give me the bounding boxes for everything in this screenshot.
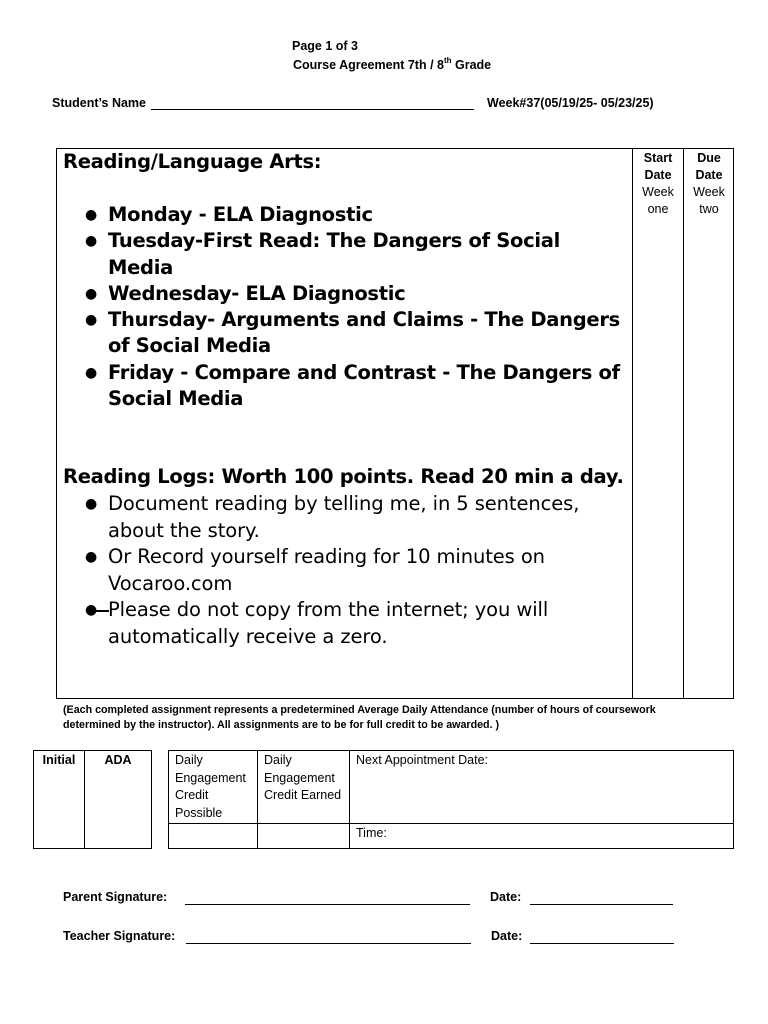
time-cell[interactable]: Time: bbox=[350, 824, 734, 849]
engagement-table bbox=[168, 750, 734, 849]
reading-section-title: Reading/Language Arts: bbox=[63, 150, 322, 173]
list-item: ● Tuesday-First Read: The Dangers of Social Media bbox=[63, 228, 623, 281]
student-name-label: Student’s Name bbox=[52, 96, 147, 110]
reading-logs-list bbox=[63, 491, 623, 650]
reading-schedule-list bbox=[63, 202, 623, 412]
week-range: Week#37(05/19/25- 05/23/25) bbox=[487, 96, 654, 110]
attendance-note: (Each completed assignment represents a predetermined Average Daily Attendance (number of hours of coursework determined by the instructor). All assignments are to be for full credit to be awarded. ) bbox=[63, 704, 656, 731]
list-item: ● Document reading by telling me, in 5 sentences, about the story. bbox=[63, 491, 623, 544]
parent-date-label: Date: bbox=[490, 890, 522, 904]
credit-possible-header: Daily Engagement Credit Possible bbox=[169, 751, 258, 824]
start-value: Week bbox=[642, 185, 674, 199]
list-item: ● Wednesday- ELA Diagnostic bbox=[63, 281, 623, 307]
start-date-column bbox=[633, 150, 683, 218]
parent-signature-label: Parent Signature: bbox=[63, 890, 168, 904]
column-divider bbox=[632, 148, 633, 699]
list-item: ● Please do not copy from the internet; you will automatically receive a zero. bbox=[63, 597, 623, 650]
title-text: Course Agreement 7th / 8 bbox=[293, 58, 444, 72]
due-value-num: two bbox=[699, 202, 719, 216]
parent-date-line[interactable] bbox=[530, 904, 673, 905]
parent-signature-line[interactable] bbox=[185, 904, 470, 905]
list-item: ● Friday - Compare and Contrast - The Dangers of Social Media bbox=[63, 360, 623, 413]
student-name-line bbox=[151, 109, 474, 110]
page-number: Page 1 of 3 bbox=[292, 39, 358, 53]
list-item: ● Monday - ELA Diagnostic bbox=[63, 202, 623, 228]
start-value-num: one bbox=[647, 202, 669, 216]
list-item: ● Or Record yourself reading for 10 minutes on Vocaroo.com bbox=[63, 544, 623, 597]
title-superscript: th bbox=[443, 56, 452, 65]
due-value: Week bbox=[693, 185, 725, 199]
credit-earned-header: Daily Engagement Credit Earned bbox=[258, 751, 350, 824]
start-label: Start bbox=[643, 151, 673, 165]
due-label: Due bbox=[697, 151, 721, 165]
credit-earned-value[interactable] bbox=[258, 824, 350, 849]
teacher-date-label: Date: bbox=[491, 929, 523, 943]
teacher-signature-label: Teacher Signature: bbox=[63, 929, 176, 943]
initial-cell[interactable]: Initial bbox=[34, 751, 85, 849]
start-label-date: Date bbox=[644, 168, 672, 182]
document-title bbox=[293, 58, 491, 72]
ada-cell[interactable]: ADA bbox=[85, 751, 152, 849]
initial-ada-table bbox=[33, 750, 152, 849]
next-appointment-cell[interactable]: Next Appointment Date: bbox=[350, 751, 734, 824]
teacher-signature-line[interactable] bbox=[186, 943, 471, 944]
column-divider bbox=[683, 148, 684, 699]
reading-logs-title: Reading Logs: Worth 100 points. Read 20 min a day. bbox=[63, 465, 624, 488]
due-label-date: Date bbox=[695, 168, 723, 182]
teacher-date-line[interactable] bbox=[530, 943, 674, 944]
credit-possible-value[interactable] bbox=[169, 824, 258, 849]
list-item: ● Thursday- Arguments and Claims - The Dangers of Social Media bbox=[63, 307, 623, 360]
title-suffix: Grade bbox=[451, 58, 492, 72]
due-date-column bbox=[684, 150, 734, 218]
